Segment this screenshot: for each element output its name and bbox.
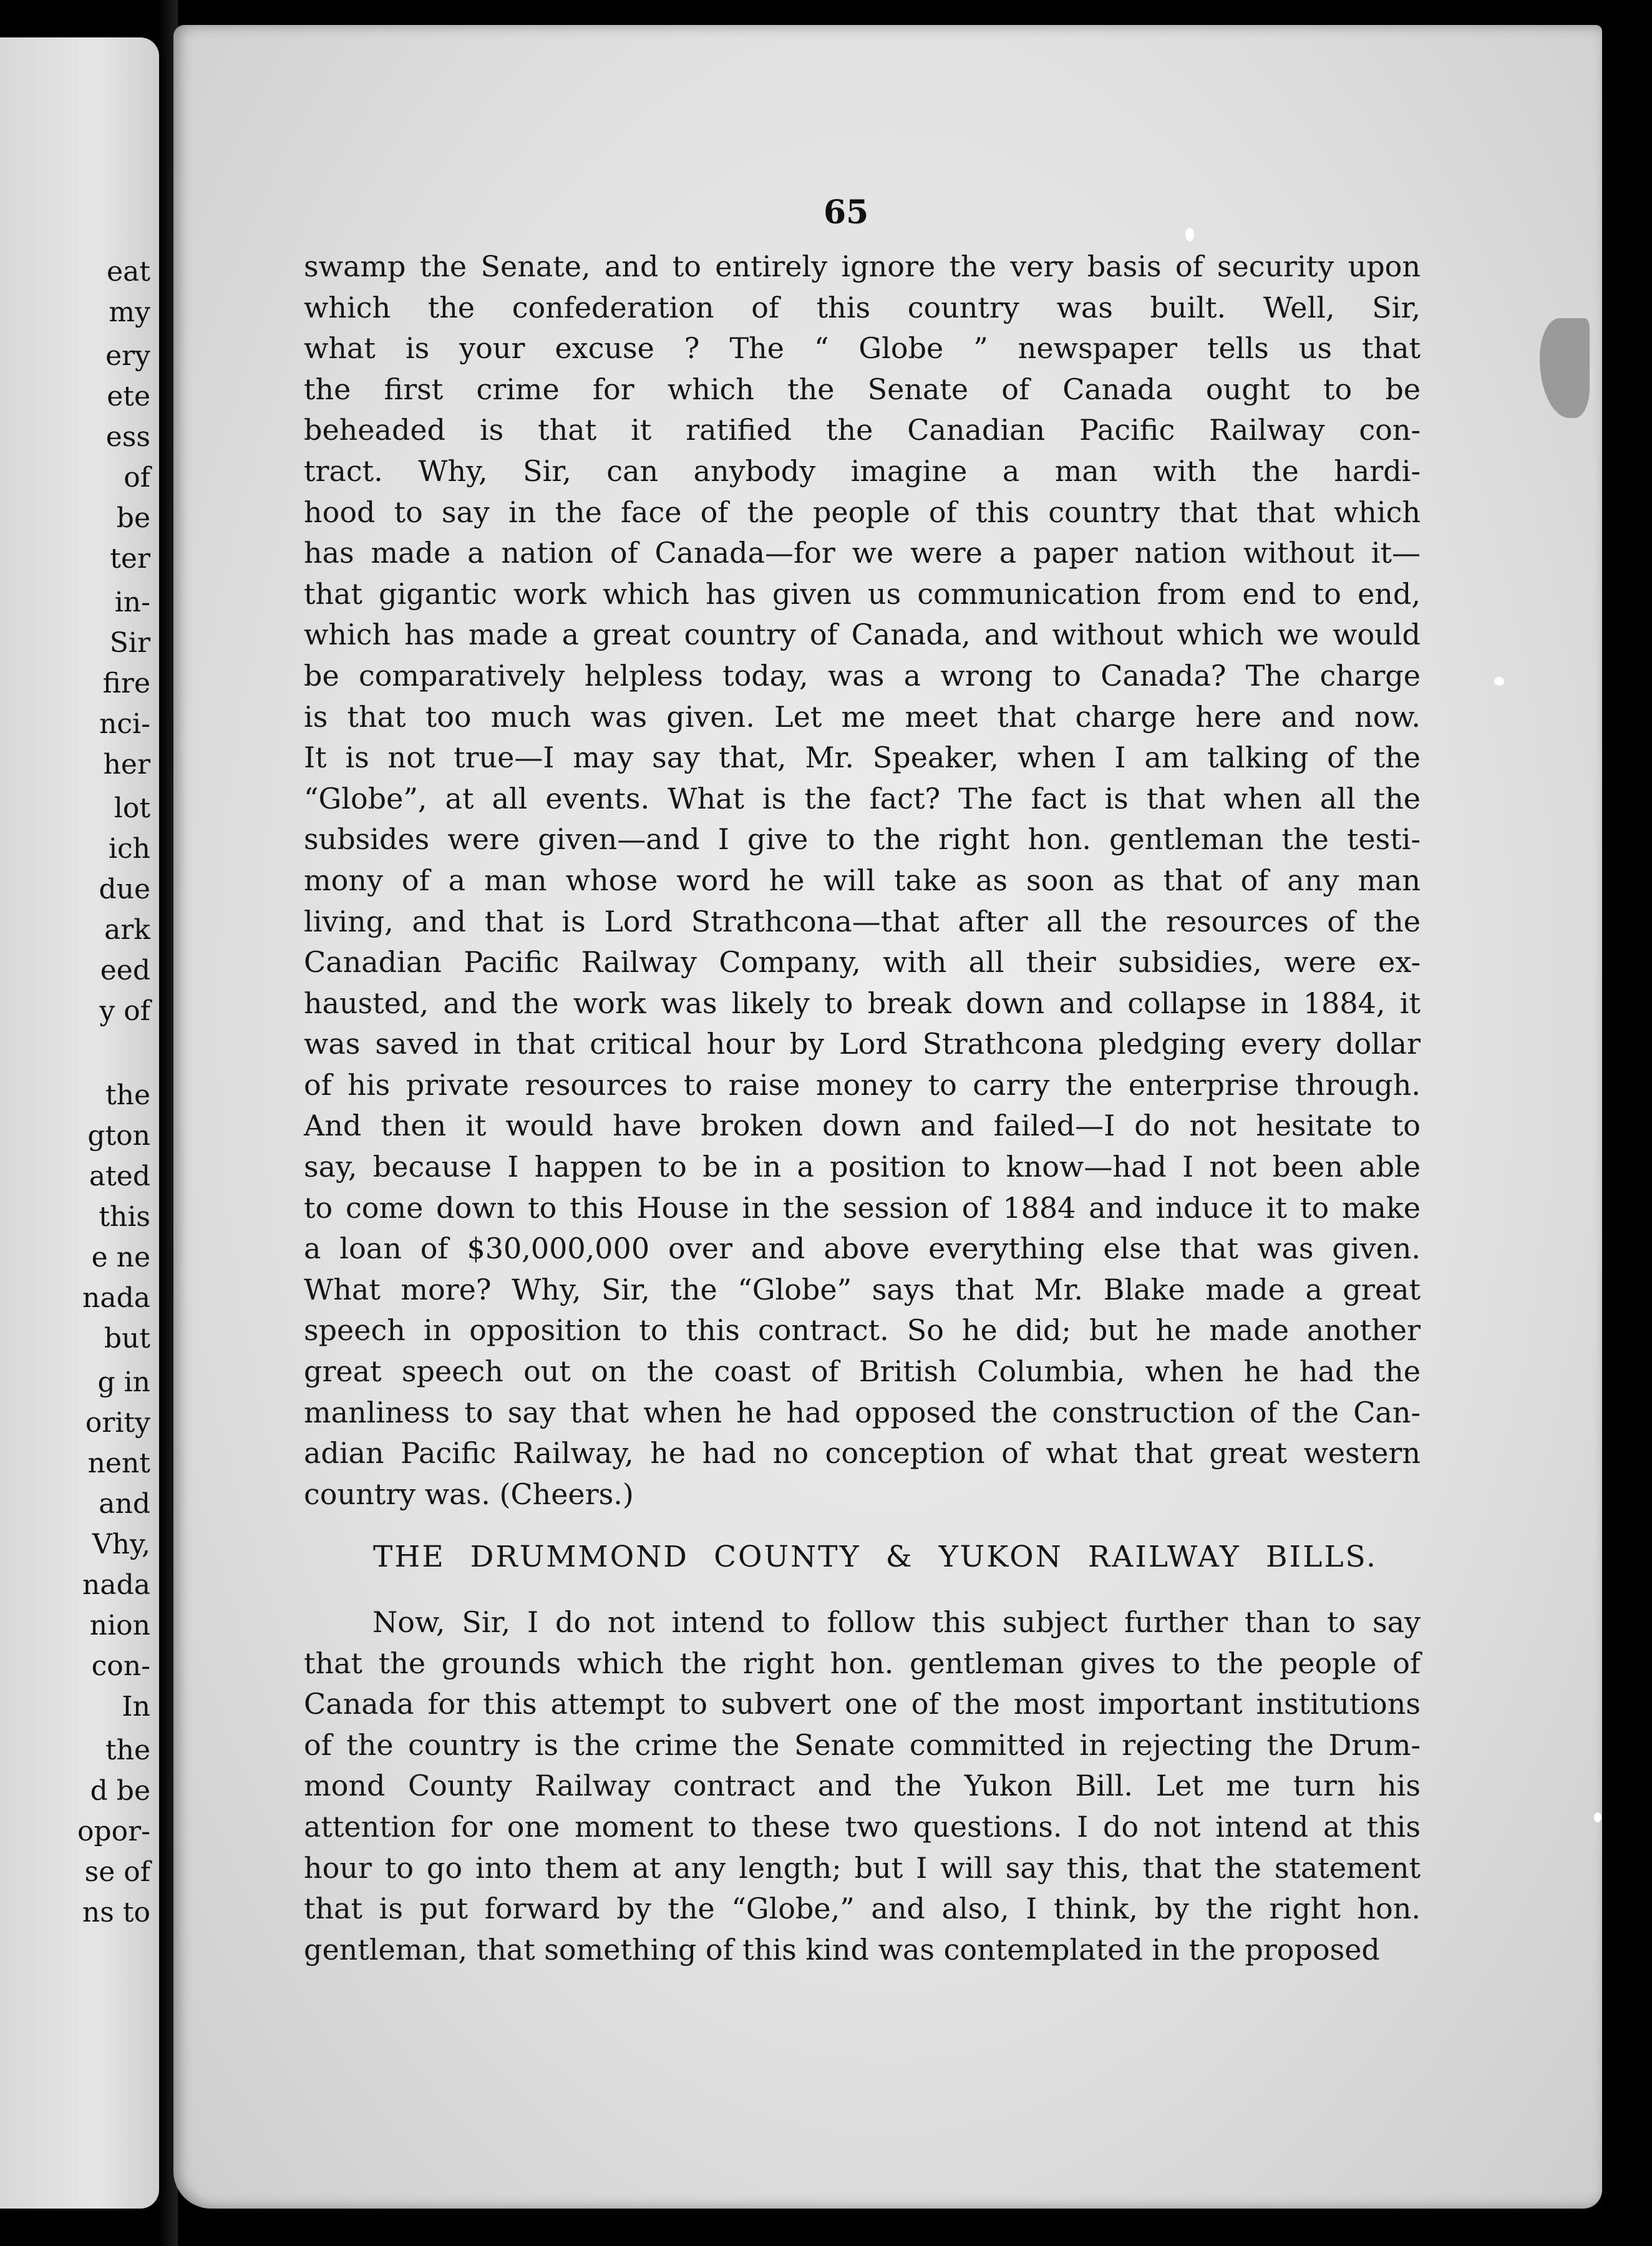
text-line: speech in opposition to this contract. So he did; but he made another [304, 1313, 1421, 1348]
text-line: mond County Railway contract and the Yukon Bill. Let me turn his [304, 1769, 1421, 1803]
left-page-fragment: se of [84, 1856, 150, 1888]
section-heading: THE DRUMMOND COUNTY & YUKON RAILWAY BILLS. [373, 1540, 1377, 1574]
left-page-fragment: eed [100, 955, 150, 986]
page-number: 65 [824, 193, 869, 231]
left-page-fragment: nada [82, 1569, 150, 1601]
left-page-fragment: Vhy, [92, 1529, 150, 1560]
left-page-fragment: nada [82, 1282, 150, 1314]
left-page-fragment: e ne [91, 1242, 150, 1273]
text-line: Now, Sir, I do not intend to follow this subject further than to say [372, 1605, 1421, 1639]
text-line: hood to say in the face of the people of this country that that which [304, 495, 1421, 529]
left-page-fragment: y of [99, 995, 150, 1027]
text-line: is that too much was given. Let me meet that charge here and now. [304, 699, 1421, 734]
text-line: Canadian Pacific Railway Company, with all their subsidies, were ex- [304, 945, 1421, 980]
left-page-fragment: of [124, 462, 150, 493]
text-line: which has made a great country of Canada, and without which we would [304, 618, 1421, 652]
text-line: what is your excuse ? The “ Globe ” newspaper tells us that [304, 331, 1421, 366]
left-page-fragment: ority [85, 1407, 150, 1439]
left-page-fragment: fire [102, 668, 150, 699]
text-line: swamp the Senate, and to entirely ignore the very basis of security upon [304, 250, 1421, 283]
text-line: a loan of $30,000,000 over and above everything else that was given. [304, 1232, 1421, 1266]
left-page-fragment: in- [114, 586, 150, 618]
paragraph-2 [304, 1602, 1421, 1970]
text-line: was saved in that critical hour by Lord Strathcona pledging every dollar [304, 1027, 1421, 1061]
text-line: mony of a man whose word he will take as soon as that of any man [304, 863, 1421, 897]
text-line: of the country is the crime the Senate committed in rejecting the Drum- [304, 1728, 1421, 1762]
text-line: subsides were given—and I give to the right hon. gentleman the testi- [304, 822, 1421, 857]
left-page-fragment: Sir [109, 627, 150, 659]
scan-speck [1185, 228, 1194, 241]
left-page-fragment: con- [91, 1650, 150, 1682]
scan-speck [1494, 677, 1504, 686]
text-line: hausted, and the work was likely to break down and collapse in 1884, it [304, 986, 1421, 1020]
left-page-fragment: ess [105, 421, 150, 453]
left-page-fragment: d be [90, 1775, 150, 1807]
text-line: has made a nation of Canada—for we were a paper nation without it— [304, 536, 1421, 570]
scan-speck [1594, 1812, 1601, 1822]
left-page-fragment: g in [97, 1366, 150, 1398]
text-line: that is put forward by the “Globe,” and also, I think, by the right hon. [304, 1892, 1421, 1926]
left-page-fragment: nent [87, 1447, 150, 1479]
text-line: to come down to this House in the session of 1884 and induce it to make [304, 1190, 1421, 1225]
text-line: of his private resources to raise money to carry the enterprise through. [304, 1067, 1421, 1102]
left-page-fragment: due [99, 873, 150, 905]
text-line: attention for one moment to these two questions. I do not intend at this [304, 1809, 1421, 1844]
text-line: the first crime for which the Senate of Canada ought to be [304, 372, 1421, 406]
text-line: What more? Why, Sir, the “Globe” says that Mr. Blake made a great [304, 1272, 1421, 1306]
left-page-fragment: ter [110, 543, 150, 575]
text-line: “Globe”, at all events. What is the fact? The fact is that when all the [304, 781, 1421, 815]
text-line: hour to go into them at any length; but I will say this, that the statement [304, 1850, 1421, 1885]
left-page-fragment: eat [107, 256, 150, 288]
text-line: country was. (Cheers.) [304, 1477, 634, 1511]
left-page-fragment: ated [89, 1160, 150, 1192]
text-line: great speech out on the coast of British Columbia, when he had the [304, 1354, 1421, 1389]
left-page-fragment: be [116, 502, 150, 534]
text-line: And then it would have broken down and failed—I do not hesitate to [304, 1109, 1421, 1143]
paragraph-1 [304, 246, 1421, 1515]
text-line: which the confederation of this country was built. Well, Sir, [304, 290, 1421, 324]
left-page-fragment: nci- [99, 708, 150, 740]
text-line: manliness to say that when he had opposed the construction of the Can- [304, 1395, 1421, 1429]
paper-tear-mark [1540, 318, 1590, 418]
left-page-fragment: nion [89, 1610, 150, 1641]
text-line: Canada for this attempt to subvert one of the most important institutions [304, 1687, 1421, 1721]
left-page-fragment: but [104, 1323, 150, 1354]
left-page-fragment: her [103, 749, 150, 780]
left-page-fragment: gton [87, 1120, 150, 1152]
left-facing-page [0, 37, 159, 2209]
left-page-fragment: ich [108, 833, 150, 865]
left-page-fragment: opor- [77, 1816, 150, 1847]
left-page-fragment: ark [104, 914, 150, 946]
text-line: It is not true—I may say that, Mr. Speaker, when I am talking of the [304, 741, 1421, 775]
text-line: living, and that is Lord Strathcona—that after all the resources of the [304, 904, 1421, 938]
left-page-fragment: lot [114, 792, 150, 824]
left-page-fragment: this [99, 1201, 150, 1233]
text-line: that gigantic work which has given us communication from end to end, [304, 576, 1421, 611]
text-line: say, because I happen to be in a position to know—had I not been able [304, 1150, 1421, 1184]
left-page-fragment: the [105, 1734, 150, 1766]
text-line: gentleman, that something of this kind was contemplated in the proposed [304, 1932, 1380, 1966]
left-page-fragment: In [122, 1691, 150, 1723]
left-page-fragment: the [105, 1079, 150, 1111]
text-line: be comparatively helpless today, was a wrong to Canada? The charge [304, 658, 1421, 693]
left-page-fragment: and [99, 1488, 150, 1520]
text-line: tract. Why, Sir, can anybody imagine a man with the hardi- [304, 454, 1421, 488]
text-line: adian Pacific Railway, he had no conception of what that great western [304, 1436, 1421, 1471]
text-line: that the grounds which the right hon. gentleman gives to the people of [304, 1646, 1421, 1680]
text-line: beheaded is that it ratified the Canadian Pacific Railway con- [304, 413, 1421, 447]
left-page-fragment: ns to [82, 1897, 150, 1928]
left-page-fragment: ete [107, 381, 150, 412]
left-page-fragment: ery [105, 340, 150, 372]
left-page-fragment: my [109, 296, 150, 328]
